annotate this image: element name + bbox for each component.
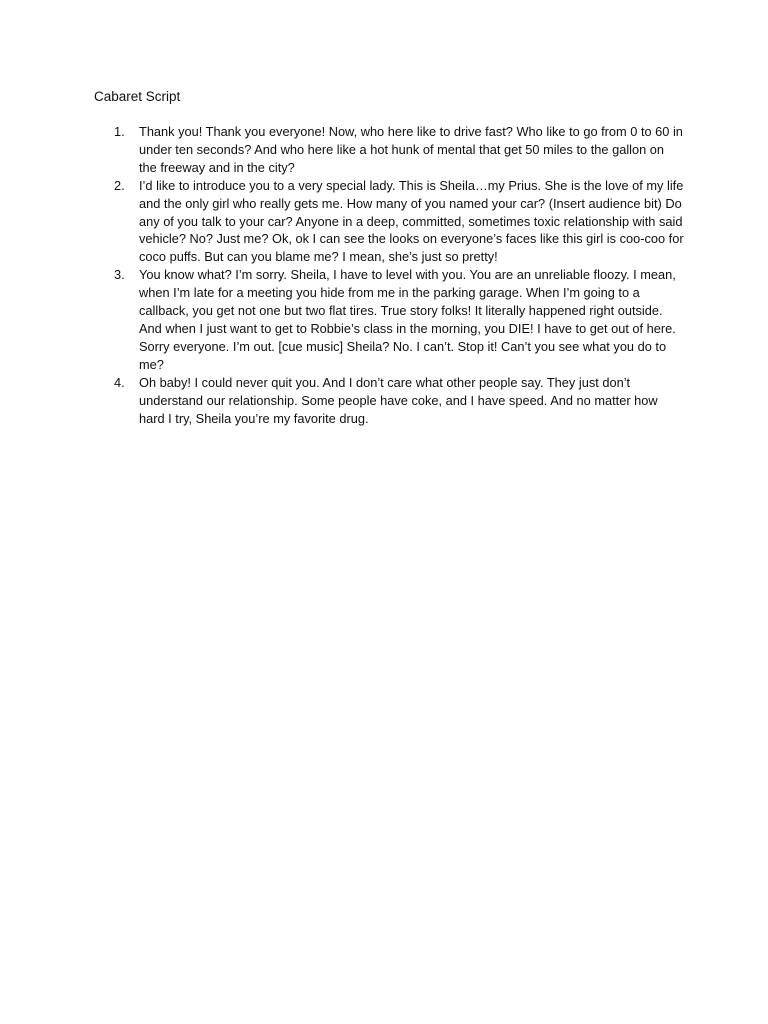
document-title: Cabaret Script	[94, 89, 181, 104]
item-number: 3.	[114, 267, 125, 283]
script-list	[94, 123, 684, 427]
list-item	[94, 123, 684, 177]
list-item	[94, 177, 684, 267]
item-number: 2.	[114, 177, 125, 193]
item-text: I’d like to introduce you to a very special lady. This is Sheila…my Prius. She is the love of my life and the only girl who really gets me. How many of you named your car? (Insert audience bit) Do any of you talk to your car? Anyone in a deep, committed, sometimes toxic relationship with said vehicle? No? Just me? Ok, ok I can see the looks on everyone’s faces like this girl is coo-coo for coco puffs. But can you blame me? I mean, she’s just so pretty!	[139, 177, 684, 265]
item-number: 4.	[114, 374, 125, 390]
item-text: You know what? I’m sorry. Sheila, I have to level with you. You are an unreliable floozy. I mean, when I’m late for a meeting you hide from me in the parking garage. When I’m going to a callback, you get not one but two flat tires. True story folks! It literally happened right outside. And when I just want to get to Robbie’s class in the morning, you DIE! I have to get out of here. Sorry everyone. I’m out. [cue music] Sheila? No. I can’t. Stop it! Can’t you see what you do to me?	[139, 267, 676, 372]
list-item	[94, 266, 684, 373]
item-text: Oh baby! I could never quit you. And I don’t care what other people say. They just don’t understand our relationship. Some people have coke, and I have speed. And no matter how hard I try, Sheila you’re my favorite drug.	[139, 374, 658, 426]
item-number: 1.	[114, 124, 125, 139]
item-text: Thank you! Thank you everyone! Now, who here like to drive fast? Who like to go from 0 to 60 in under ten seconds? And who here like a hot hunk of mental that get 50 miles to the gallon on the freeway and in the city?	[139, 124, 683, 175]
list-item	[94, 374, 684, 428]
